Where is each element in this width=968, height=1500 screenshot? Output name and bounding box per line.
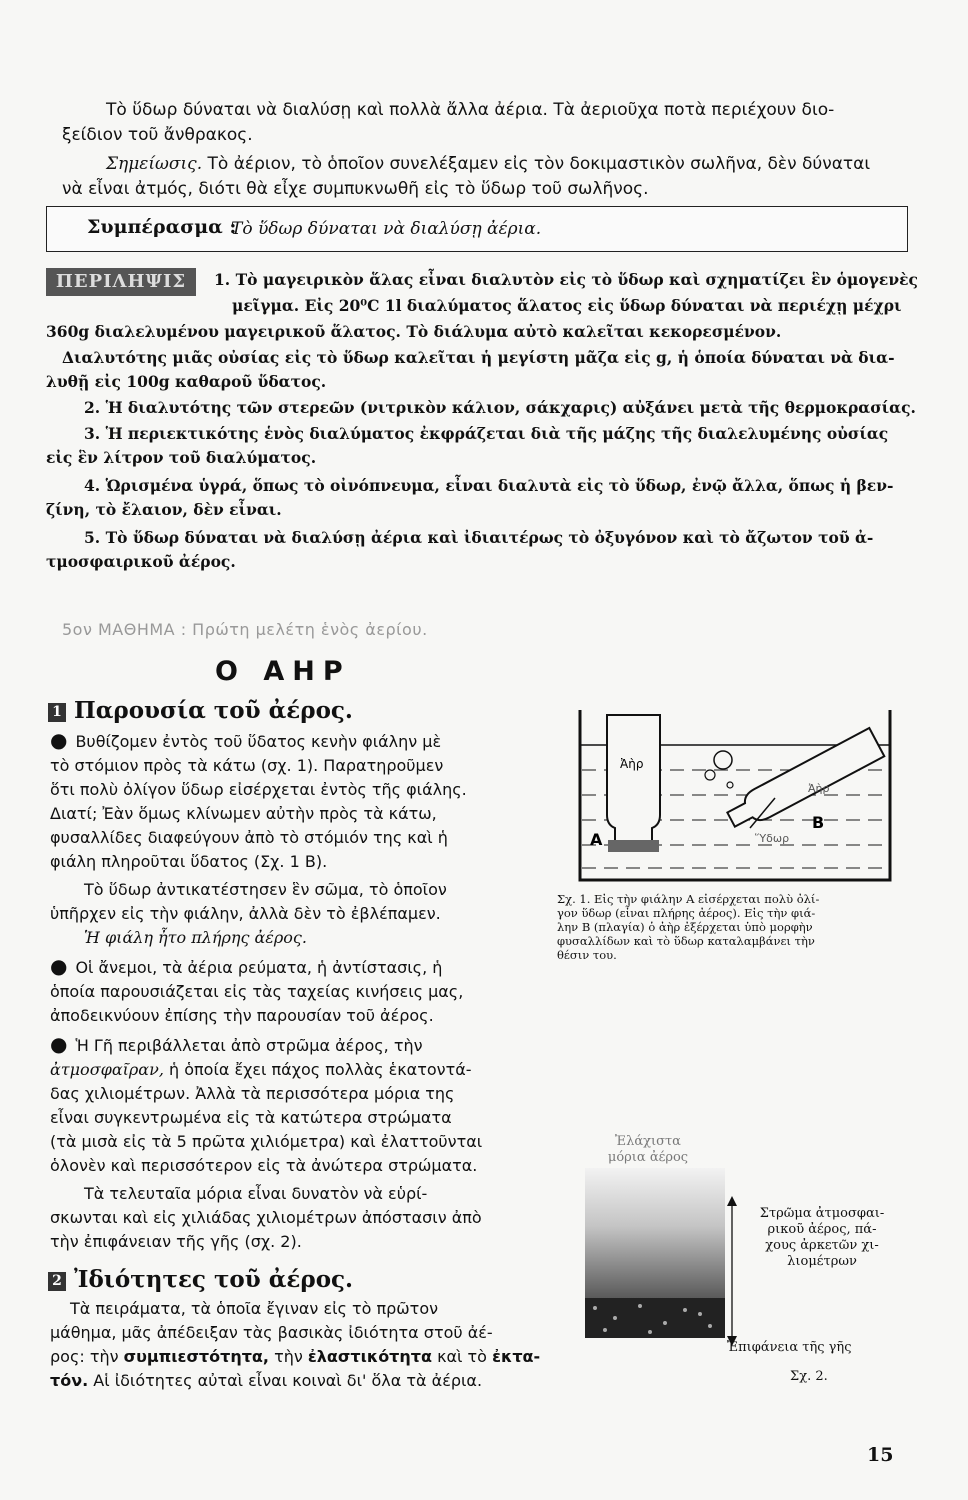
summary-line-7: 3. Ἡ περιεκτικότης ἑνὸς διαλύματος ἐκφράζεται διὰ τῆς μάζης τῆς διαλελυμένης οὐσίας (84, 424, 889, 443)
summary-line-5: λυθῇ εἰς 100g καθαροῦ ὕδατος. (46, 372, 327, 391)
label-air-b: Ἀὴρ (808, 782, 830, 795)
figure-2-side-label: Στρῶμα ἀτμοσφαι- ρικοῦ ἀέρος, πά- χους ἀρκετῶν χι- λιομέτρων (759, 1206, 885, 1269)
summary-line-4: Διαλυτότης μιᾶς οὐσίας εἰς τὸ ὕδωρ καλεῖται ἡ μεγίστη μᾶζα εἰς g, ἡ ὁποία δύναται νὰ δια- (62, 348, 895, 367)
text-line: ἀποδεικνύουν ἐπίσης τὴν παρουσίαν τοῦ ἀέρος. (50, 1006, 434, 1025)
bullet-icon: ● (50, 728, 68, 752)
section-1-title: Παρουσία τοῦ ἀέρος. (74, 697, 353, 724)
italic-statement: Ἡ φιάλη ἦτο πλήρης ἀέρος. (84, 928, 307, 947)
note-text: Τὸ ἀέριον, τὸ ὁποῖον συνελέξαμεν εἰς τὸν δοκιμαστικὸν σωλῆνα, δὲν δύναται (202, 154, 871, 174)
figure-2-surface-label: Ἐπιφάνεια τῆς γῆς (727, 1340, 852, 1355)
summary-line-11: 5. Τὸ ὕδωρ δύναται νὰ διαλύσῃ ἀέρια καὶ ἰδιαιτέρως τὸ ὀξυγόνον καὶ τὸ ἄζωτον τοῦ ἀ- (84, 528, 874, 547)
conclusion-box (46, 206, 908, 252)
property-elasticity: ἐλαστικότητα (307, 1347, 432, 1366)
text-line: εἶναι συγκεντρωμένα εἰς τὰ κατώτερα στρώματα (50, 1108, 452, 1127)
property-compressibility: συμπιεστότητα, (123, 1347, 269, 1366)
text-line: φιάλη πληροῦται ὕδατος (Σχ. 1 Β). (50, 852, 328, 871)
atmosphere-layer (585, 1168, 725, 1298)
text-line: ὅτι πολὺ ὀλίγον ὕδωρ εἰσέρχεται ἐντὸς τῆς φιάλης. (50, 780, 467, 799)
figure-1-diagram (560, 700, 900, 885)
page-number: 15 (867, 1444, 894, 1466)
lesson-heading: 5ον ΜΑΘΗΜΑ : Πρώτη μελέτη ἑνὸς ἀερίου. (62, 620, 428, 639)
text-line: ὑπῆρχεν εἰς τὴν φιάλην, ἀλλὰ δὲν τὸ ἐβλέπαμεν. (50, 904, 441, 923)
figure-1-caption: Σχ. 1. Εἰς τὴν φιάλην Α εἰσέρχεται πολὺ ὀλί- γον ὕδωρ (εἶναι πλήρης ἀέρος). Εἰς τὴν φιά- λην Β (πλαγία) ὁ ἀὴρ ἐξέρχεται ὑπὸ μορφὴν φυσαλλίδων καὶ τὸ ὕδωρ καταλαμβάνει τὴν θέσιν του. (557, 892, 820, 962)
section-2-text (50, 1297, 570, 1393)
paragraph-2 (50, 878, 540, 950)
chapter-title: Ο ΑΗΡ (215, 656, 351, 687)
text-line: Τὰ πειράματα, τὰ ὁποῖα ἔγιναν εἰς τὸ πρῶτον (70, 1299, 439, 1318)
earth-surface (585, 1298, 725, 1338)
label-a: Α (590, 830, 603, 849)
text-line: ὁλονὲν καὶ περισσότερον εἰς τὰ ἀνώτερα στρώματα. (50, 1156, 478, 1175)
note (106, 153, 926, 175)
section-1-heading (48, 697, 353, 724)
label-air-a: Ἀὴρ (620, 757, 644, 771)
thickness-arrow (725, 1196, 739, 1346)
text-line: ρος: τὴν συμπιεστότητα, τὴν ἐλαστικότητα καὶ τὸ ἐκτα- (50, 1347, 541, 1366)
bubble (705, 770, 715, 780)
bullet-icon: ● (50, 1032, 68, 1056)
text-line: Διατί; Ἐὰν ὅμως κλίνωμεν αὐτὴν πρὸς τὰ κάτω, (50, 804, 437, 823)
label-b: Β (812, 813, 825, 832)
bubble (727, 782, 733, 788)
summary-line-1: 1. Τὸ μαγειρικὸν ἅλας εἶναι διαλυτὸν εἰς τὸ ὕδωρ καὶ σχηματίζει ἓν ὁμογενὲς (214, 270, 918, 289)
summary-line-8: εἰς ἓν λίτρον τοῦ διαλύματος. (46, 448, 317, 467)
section-1-text (50, 728, 540, 1254)
text-line: (τὰ μισὰ εἰς τὰ 5 πρῶτα χιλιόμετρα) καὶ ἐλαττοῦνται (50, 1132, 483, 1151)
text-line: ὁποία παρουσιάζεται εἰς τὰς ταχείας κινήσεις μας, (50, 982, 464, 1001)
text-line: τὸ στόμιον πρὸς τὰ κάτω (σχ. 1). Παρατηροῦμεν (50, 756, 444, 775)
text-line: ● Βυθίζομεν ἐντὸς τοῦ ὕδατος κενὴν φιάλην μὲ (50, 728, 442, 752)
section-2-heading (48, 1266, 353, 1293)
paragraph-3 (50, 954, 540, 1028)
summary-line-6: 2. Ἡ διαλυτότης τῶν στερεῶν (νιτρικὸν κάλιον, σάκχαρις) αὐξάνει μετὰ τῆς θερμοκρασίας. (84, 398, 916, 417)
conclusion-label: Συμπέρασμα : (87, 216, 237, 238)
summary-line-12: τμοσφαιρικοῦ ἀέρος. (46, 552, 236, 571)
section-2-number: 2 (48, 1272, 66, 1291)
bottle-a-water (608, 840, 659, 852)
property-expansion: ἐκτα- (492, 1347, 541, 1366)
section-2-title: Ἰδιότητες τοῦ ἀέρος. (74, 1266, 354, 1293)
summary-tag: ΠΕΡΙΛΗΨΙΣ (46, 268, 196, 296)
bottle-b (724, 728, 885, 834)
text-line: δας χιλιομέτρων. Ἀλλὰ τὰ περισσότερα μόρια της (50, 1084, 455, 1103)
text-line: μάθημα, μᾶς ἀπέδειξαν τὰς βασικὰς ἰδιότητα στοῦ ἀέ- (50, 1323, 493, 1342)
text-line: ● Ἡ Γῆ περιβάλλεται ἀπὸ στρῶμα ἀέρος, τὴν (50, 1032, 423, 1056)
bullet-icon: ● (50, 954, 68, 978)
paragraph-1 (50, 728, 540, 874)
summary-line-9: 4. Ὡρισμένα ὑγρά, ὅπως τὸ οἰνόπνευμα, εἶναι διαλυτὰ εἰς τὸ ὕδωρ, ἐνῷ ἄλλα, ὅπως ἡ βεν- (84, 476, 894, 495)
paragraph-5 (50, 1182, 540, 1254)
intro-line-2: ξείδιον τοῦ ἄνθρακος. (62, 125, 253, 145)
text-line: Τὸ ὕδωρ ἀντικατέστησεν ἓν σῶμα, τὸ ὁποῖον (84, 880, 447, 899)
text-line: Τὰ τελευταῖα μόρια εἶναι δυνατὸν νὰ εὑρί- (84, 1184, 428, 1203)
text-line: ● Οἱ ἄνεμοι, τὰ ἀέρια ρεύματα, ἡ ἀντίστασις, ἡ (50, 954, 443, 978)
intro-line-1: Τὸ ὕδωρ δύναται νὰ διαλύσῃ καὶ πολλὰ ἄλλα ἀέρια. Τὰ ἀεριοῦχα ποτὰ περιέχουν διο- (106, 100, 835, 120)
note-line-2: νὰ εἶναι ἀτμός, διότι θὰ εἶχε συμπυκνωθῆ εἰς τὸ ὕδωρ τοῦ σωλῆνος. (62, 179, 649, 199)
bubble (714, 751, 732, 769)
text-line: φυσαλλίδες διαφεύγουν ἀπὸ τὸ στόμιόν της καὶ ἡ (50, 828, 448, 847)
section-1-number: 1 (48, 703, 66, 722)
text-line: ἀτμοσφαῖραν, ἡ ὁποία ἔχει πάχος πολλὰς ἑκατοντά- (50, 1060, 472, 1079)
text-line: τόν. Αἱ ἰδιότητες αὐταὶ εἶναι κοιναὶ δι' ὅλα τὰ ἀέρια. (50, 1371, 483, 1390)
paragraph-4 (50, 1032, 540, 1178)
bottle-a (607, 715, 660, 850)
conclusion-text: Τὸ ὕδωρ δύναται νὰ διαλύσῃ ἀέρια. (231, 219, 542, 239)
summary-line-3: 360g διαλελυμένου μαγειρικοῦ ἅλατος. Τὸ διάλυμα αὐτὸ καλεῖται κεκορεσμένον. (46, 322, 782, 341)
figure-2-diagram (585, 1168, 725, 1338)
summary-line-2: μεῖγμα. Εἰς 20⁰C 1l διαλύματος ἅλατος εἰς ὕδωρ δύναται νὰ περιέχῃ μέχρι (232, 296, 902, 315)
note-label: Σημείωσις. (106, 154, 203, 174)
figure-2-caption: Σχ. 2. (790, 1369, 828, 1384)
text-line: τὴν ἐπιφάνειαν τῆς γῆς (σχ. 2). (50, 1232, 302, 1251)
text-line: σκωνται καὶ εἰς χιλιάδας χιλιομέτρων ἀπόστασιν ἀπὸ (50, 1208, 482, 1227)
summary-line-10: ζίνη, τὸ ἔλαιον, δὲν εἶναι. (46, 500, 282, 519)
label-water: Ὕδωρ (755, 832, 790, 845)
figure-2-top-label: Ἐλάχιστα μόρια ἀέρος (607, 1134, 689, 1165)
atmosphere-term: ἀτμοσφαῖραν, (50, 1060, 164, 1079)
